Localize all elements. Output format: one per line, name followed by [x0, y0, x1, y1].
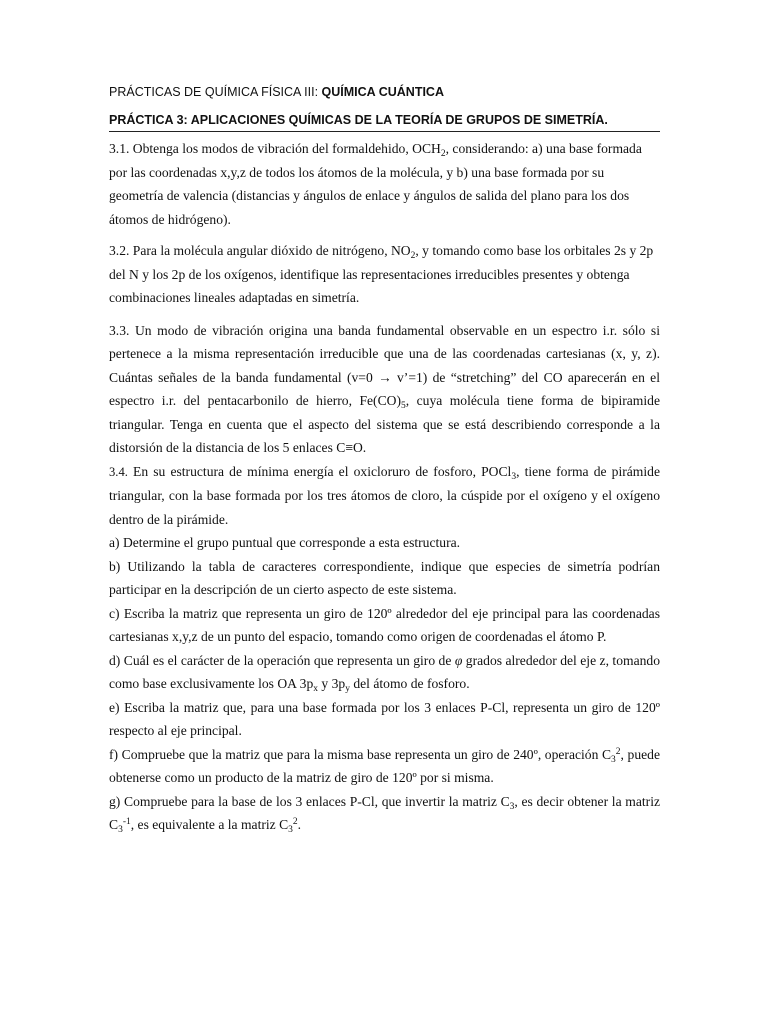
exercise-3-4-c: c) Escriba la matriz que representa un giro de 120º alrededor del eje principal para las coordenadas cartesianas x,y,z de un punto del espacio, tomando como origen de coordenadas el átomo P.	[109, 605, 660, 644]
course-name: PRÁCTICAS DE QUÍMICA FÍSICA III	[109, 85, 315, 99]
title-divider	[109, 131, 660, 132]
exercise-3-4-a: a) Determine el grupo puntual que corresponde a esta estructura.	[109, 535, 461, 550]
exercise-3-4-e: e) Escriba la matriz que, para una base formada por los 3 enlaces P-Cl, representa un giro de 120º respecto al eje principal.	[109, 699, 660, 738]
exercise-3-4-d: d) Cuál es el carácter de la operación que representa un giro de φ grados alrededor del eje z, tomando como base exclusivamente los OA $3p_x$ y $3p_y$ del átomo de fosforo.	[109, 652, 660, 694]
course-header	[109, 85, 444, 99]
practice-title: PRÁCTICA 3: APLICACIONES QUÍMICAS DE LA TEORÍA DE GRUPOS DE SIMETRÍA.	[109, 113, 608, 127]
exercise-3-3: 3.3. Un modo de vibración origina una banda fundamental observable en un espectro i.r. sólo si pertenece a la misma representación irreducible que una de las coordenadas cartesianas (x, y, z). Cuántas señales de la banda fundamental (v=0 → v’=1) de “stretching” del CO aparecerán en el espectro i.r. del pentacarbonilo de hierro, $Fe(CO)_5$, cuya molécula tiene forma de bipiramide triangular. Tenga en cuenta que el aspecto del sistema que se está describiendo corresponde a la distorsión de la distancia de los 5 enlaces C≡O.	[109, 322, 660, 455]
exercise-3-2: 3.2. Para la molécula angular dióxido de nitrógeno, $NO_2$, y tomando como base los orbitales 2s y 2p del N y los 2p de los oxígenos, identifique las representaciones irreducibles presentes y obtenga combinaciones lineales adaptadas en simetría.	[109, 243, 654, 305]
exercise-3-4: 3.4. En su estructura de mínima energía el oxicloruro de fosforo, POCl$_3$, tiene forma de pirámide triangular, con la base formada por los tres átomos de cloro, la cúspide por el oxígeno y el oxígeno dentro de la pirámide.	[109, 463, 660, 527]
course-topic: QUÍMICA CUÁNTICA	[321, 85, 444, 99]
exercise-3-4-f: f) Compruebe que la matriz que para la misma base representa un giro de 240º, operación $C_3^2$, puede obtenerse como un producto de la matriz de giro de 120º por si misma.	[109, 746, 660, 785]
header-separator: :	[314, 85, 322, 99]
exercise-3-4-b: b) Utilizando la tabla de caracteres correspondiente, indique que especies de simetría podrían participar en la descripción de un cierto aspecto de este sistema.	[109, 558, 660, 597]
exercise-body	[109, 137, 660, 837]
exercise-3-4-g: g) Compruebe para la base de los 3 enlaces P-Cl, que invertir la matriz $C_3$, es decir obtener la matriz $C_3^{-1}$, es equivalente a la matriz $C_3^2$.	[109, 793, 660, 835]
exercise-3-1: 3.1. Obtenga los modos de vibración del formaldehido, $OCH_2$, considerando: a) una base formada por las coordenadas x,y,z de todos los átomos de la molécula, y b) una base formada por su geometría de valencia (distancias y ángulos de enlace y ángulos de salida del plano para los dos átomos de hidrógeno).	[109, 141, 642, 227]
